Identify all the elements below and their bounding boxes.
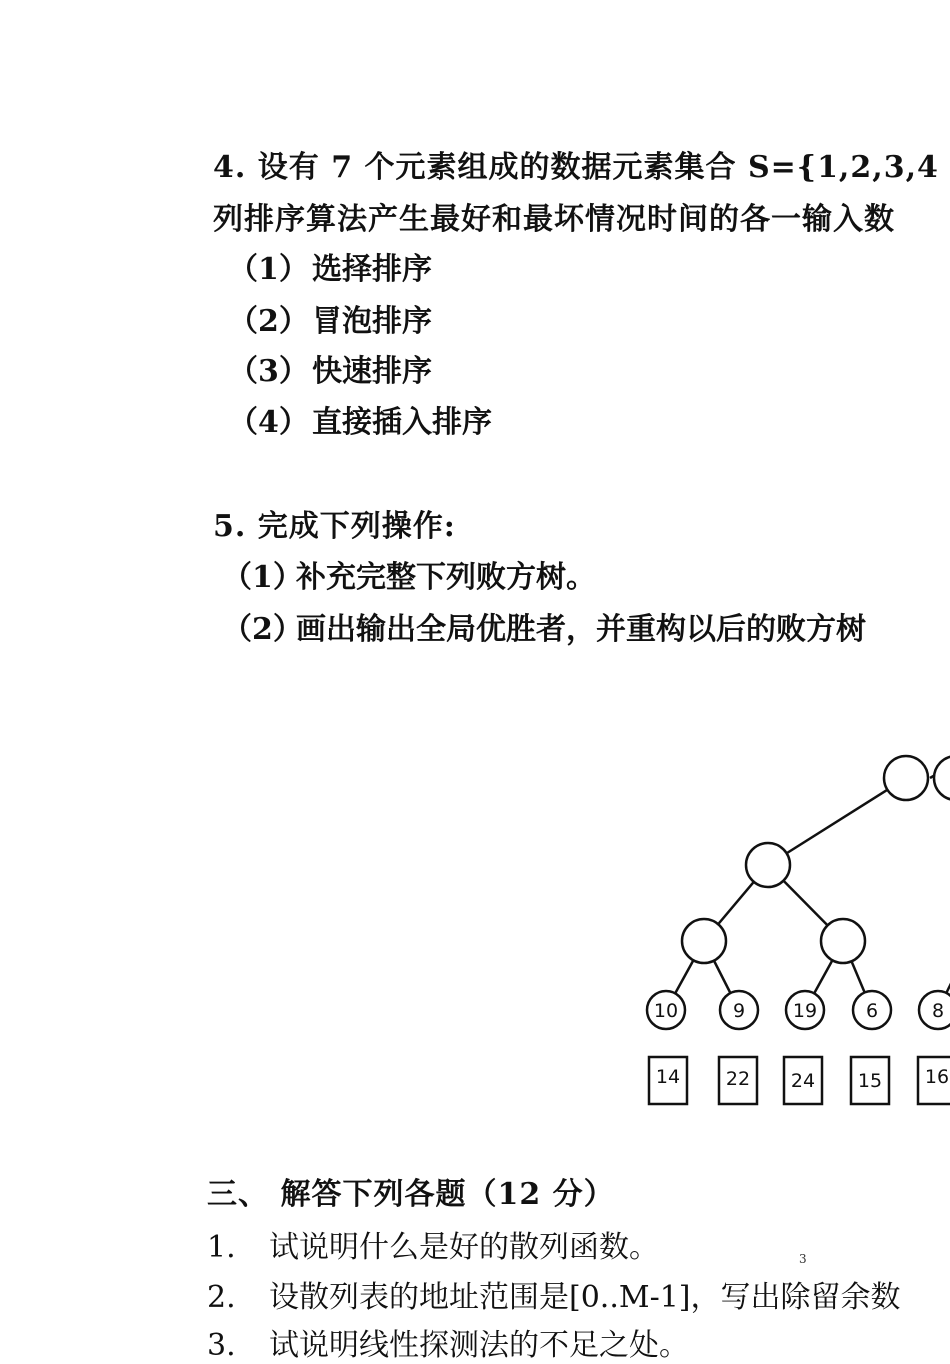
tree-leaf-label: 9	[732, 1000, 746, 1022]
q5-sub-number: （2）	[222, 612, 303, 647]
q4-line-2: 列排序算法产生最好和最坏情况时间的各一输入数	[213, 202, 895, 237]
question-text: 设散列表的地址范围是[0..M-1]，写出除留余数	[269, 1280, 901, 1315]
q4-item-number: （2）	[228, 304, 309, 339]
q5-sub-number: （1）	[222, 560, 303, 595]
section-3-question	[207, 1280, 901, 1316]
tree-leaf-label: 6	[865, 1000, 879, 1022]
q4-item-text: 冒泡排序	[312, 304, 432, 339]
q4-line-1: 4. 设有 7 个元素组成的数据元素集合 S={1,2,3,4	[213, 150, 939, 185]
q4-item-number: （3）	[228, 354, 309, 389]
q5-title: 5. 完成下列操作:	[213, 509, 456, 544]
input-box-label: 15	[857, 1070, 883, 1092]
tree-internal-node	[746, 843, 790, 887]
section-3-question	[207, 1230, 659, 1266]
q4-item-text: 直接插入排序	[312, 405, 492, 440]
section-3-title: 三、 解答下列各题（12 分）	[207, 1177, 615, 1212]
question-number: 1.	[207, 1230, 236, 1265]
page-number: 3	[799, 1252, 807, 1266]
tree-leaf-label: 19	[792, 1000, 818, 1022]
tree-leaf-label: 10	[653, 1000, 679, 1022]
question-number: 2.	[207, 1280, 236, 1315]
tree-root-node	[884, 756, 928, 800]
tree-winner-node	[934, 756, 950, 800]
q4-item-text: 快速排序	[312, 354, 432, 389]
input-box-label: 16	[924, 1066, 950, 1088]
q4-item-text: 选择排序	[312, 252, 432, 287]
section-3-question	[207, 1328, 689, 1364]
tree-internal-node	[682, 919, 726, 963]
q5-sub-text: 画出输出全局优胜者，并重构以后的败方树	[296, 612, 866, 647]
tree-edge	[768, 778, 906, 865]
input-box-label: 14	[655, 1066, 681, 1088]
input-box-label: 24	[790, 1070, 816, 1092]
tree-leaf-label: 8	[931, 1000, 945, 1022]
tree-internal-node	[821, 919, 865, 963]
q5-sub-text: 补充完整下列败方树。	[296, 560, 596, 595]
question-number: 3.	[207, 1328, 236, 1363]
q4-item-number: （4）	[228, 405, 309, 440]
question-text: 试说明线性探测法的不足之处。	[269, 1328, 689, 1363]
input-box-label: 22	[725, 1068, 751, 1090]
question-text: 试说明什么是好的散列函数。	[269, 1230, 659, 1265]
q4-item-number: （1）	[228, 252, 309, 287]
